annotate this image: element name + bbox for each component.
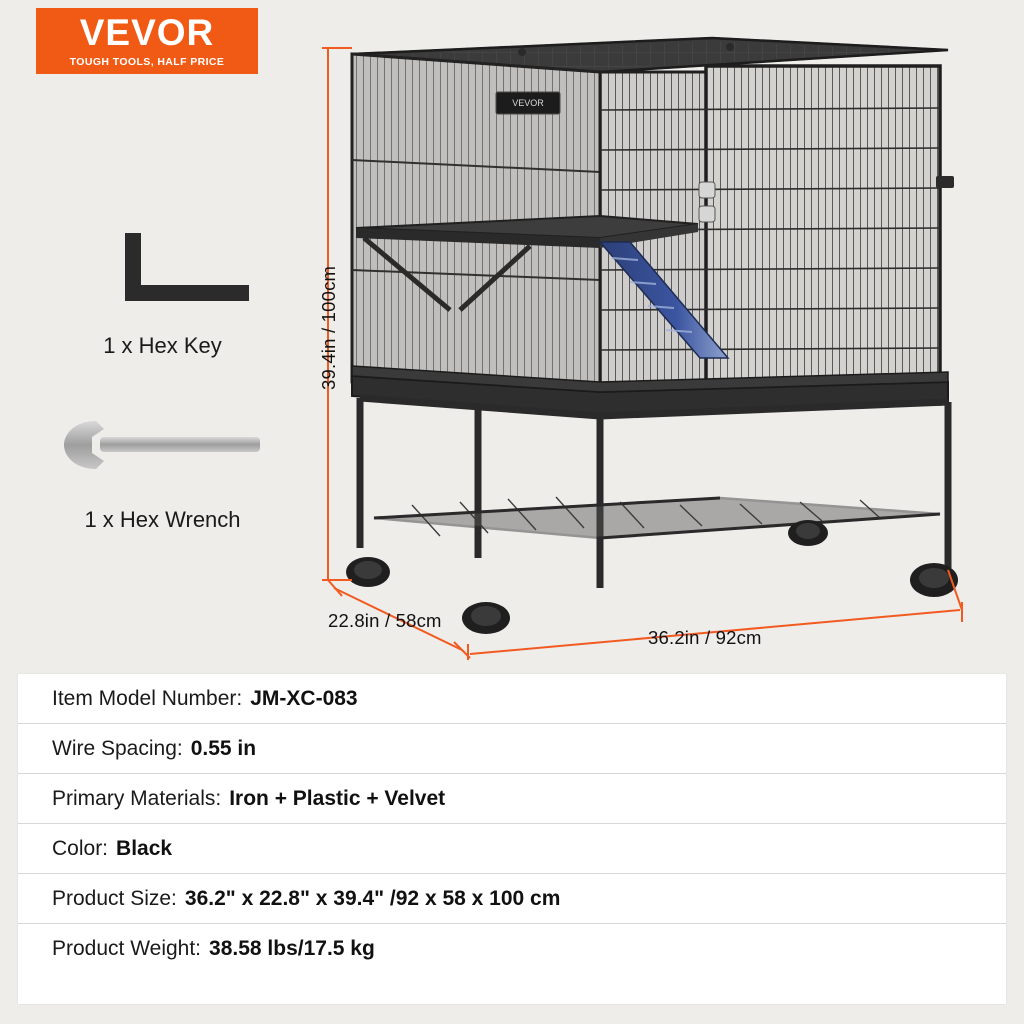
specifications-table: [18, 674, 1006, 1004]
table-row: [18, 824, 1006, 874]
hex-wrench-icon: [30, 389, 295, 499]
cage-drawing: [300, 10, 1000, 660]
table-row: [18, 924, 1006, 974]
door-latch: [936, 176, 954, 188]
accessory-label: 1 x Hex Key: [103, 333, 222, 358]
cage-stand: [360, 398, 948, 588]
spec-value: 0.55 in: [190, 736, 257, 760]
hex-key-icon: [30, 215, 295, 325]
spec-label: Wire Spacing:: [52, 736, 183, 760]
accessories-list: [30, 215, 295, 563]
dimension-depth-label: 22.8in / 58cm: [328, 610, 442, 631]
spec-value: Iron + Plastic + Velvet: [229, 786, 446, 810]
dimension-width-label: 36.2in / 92cm: [648, 627, 762, 648]
spec-label: Item Model Number:: [52, 686, 243, 710]
product-illustration: [300, 10, 1000, 660]
table-row: [18, 674, 1006, 724]
spec-label: Primary Materials:: [52, 786, 222, 810]
table-row: [18, 874, 1006, 924]
table-row: [18, 724, 1006, 774]
brand-tagline: TOUGH TOOLS, HALF PRICE: [69, 56, 225, 68]
svg-text:VEVOR: VEVOR: [512, 98, 544, 108]
spec-label: Product Weight:: [52, 937, 202, 960]
spec-value: 36.2" x 22.8" x 39.4" /92 x 58 x 100 cm: [184, 886, 561, 910]
cage-brand-badge: [496, 92, 560, 114]
table-row: [18, 774, 1006, 824]
spec-label: Color:: [52, 836, 109, 860]
dimension-height-label: 39.4in / 100cm: [318, 265, 339, 390]
spec-value: 38.58 lbs/17.5 kg: [209, 937, 375, 960]
brand-logo: [36, 8, 258, 74]
brand-name: VEVOR: [79, 12, 215, 53]
cage-bottom-rack: [374, 497, 940, 538]
spec-value: JM-XC-083: [250, 686, 358, 710]
accessory-label: 1 x Hex Wrench: [84, 507, 241, 532]
spec-value: Black: [116, 836, 173, 860]
accessory-item: [30, 389, 295, 533]
spec-label: Product Size:: [52, 886, 177, 910]
accessory-item: [30, 215, 295, 359]
